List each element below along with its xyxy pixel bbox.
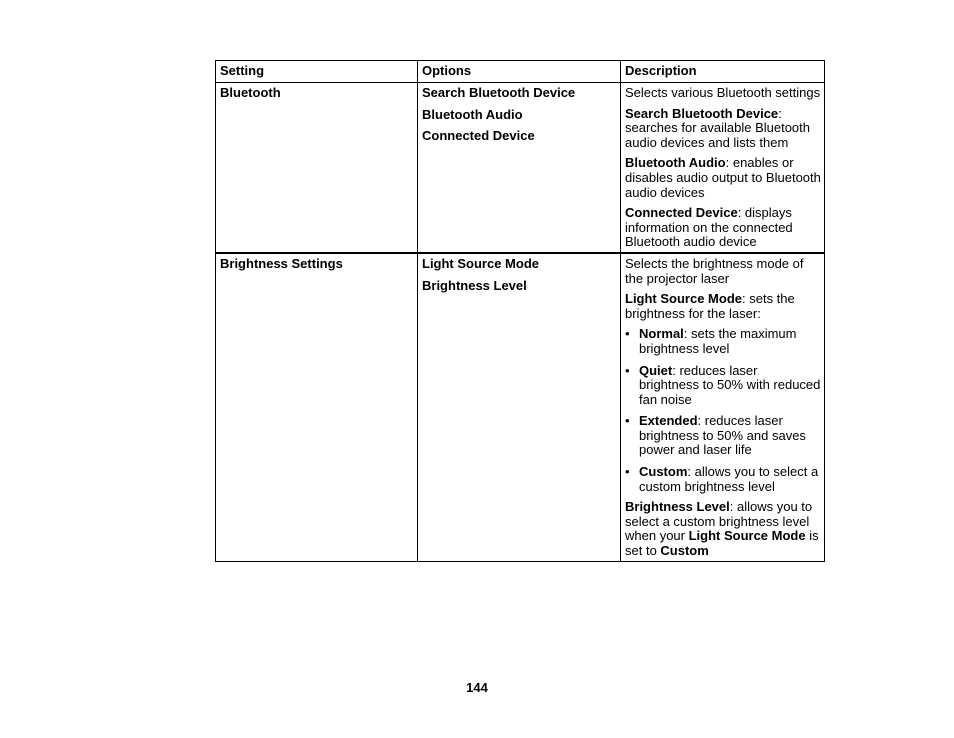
description-term: Light Source Mode: [688, 528, 806, 544]
description-term: Connected Device: [625, 205, 738, 221]
description-text: is set to: [625, 528, 819, 559]
bullet-term: Extended: [639, 413, 698, 429]
bullet-icon: •: [625, 413, 630, 429]
description-text: : searches for available Bluetooth audio devices and lists them: [625, 105, 811, 150]
description-intro: Selects the brightness mode of the projector laser: [625, 255, 804, 286]
header-setting: Setting: [216, 61, 418, 83]
bullet-term: Normal: [639, 326, 684, 342]
bullet-icon: •: [625, 362, 630, 378]
description-text: : sets the brightness for the laser:: [625, 291, 795, 321]
setting-cell-brightness: Brightness Settings: [216, 253, 418, 561]
table-header-row: [216, 61, 825, 83]
option-brightness-level: Brightness Level: [422, 277, 527, 293]
option-bluetooth-audio: Bluetooth Audio: [422, 106, 523, 122]
table-row-bluetooth: [216, 83, 825, 253]
description-item: [625, 107, 821, 151]
description-text: : allows you to select a custom brightness level when your: [625, 499, 813, 544]
list-item: [625, 364, 821, 408]
table-row-brightness-settings: [216, 253, 825, 561]
bullet-term: Quiet: [639, 362, 673, 378]
bullet-term: Custom: [639, 464, 688, 480]
list-item: [625, 414, 821, 458]
page-number: 144: [466, 680, 488, 695]
setting-cell-bluetooth: Bluetooth: [216, 83, 418, 253]
settings-table: [215, 60, 825, 562]
description-cell-brightness: [621, 253, 825, 561]
bullet-icon: •: [625, 326, 630, 342]
description-term: Bluetooth Audio: [625, 155, 726, 171]
description-term: Brightness Level: [625, 499, 730, 515]
description-text: : enables or disables audio output to Bluetooth audio devices: [625, 155, 821, 200]
list-item: [625, 327, 821, 356]
description-cell-bluetooth: [621, 83, 825, 253]
option-search-bluetooth-device: Search Bluetooth Device: [422, 85, 576, 100]
description-intro: Selects various Bluetooth settings: [625, 85, 821, 100]
description-text: : displays information on the connected Bluetooth audio device: [625, 205, 793, 250]
option-connected-device: Connected Device: [422, 128, 535, 144]
description-closing: [625, 500, 821, 558]
description-item: [625, 206, 821, 250]
description-term: Light Source Mode: [625, 291, 742, 307]
description-lead: [625, 292, 821, 321]
description-item: [625, 156, 821, 200]
options-cell-brightness: [418, 253, 621, 561]
bullet-text: : reduces laser brightness to 50% and saves power and laser life: [639, 413, 806, 458]
header-options: Options: [418, 61, 621, 83]
bullet-text: : allows you to select a custom brightness level: [639, 464, 819, 494]
option-light-source-mode: Light Source Mode: [422, 255, 539, 271]
bullet-icon: •: [625, 464, 630, 480]
bullet-text: : sets the maximum brightness level: [639, 326, 797, 356]
list-item: [625, 465, 821, 494]
bullet-text: : reduces laser brightness to 50% with reduced fan noise: [639, 362, 821, 407]
description-term: Custom: [660, 543, 709, 559]
options-cell-bluetooth: [418, 83, 621, 253]
mode-bullet-list: [625, 327, 821, 494]
description-term: Search Bluetooth Device: [625, 105, 779, 121]
header-description: Description: [621, 61, 825, 83]
